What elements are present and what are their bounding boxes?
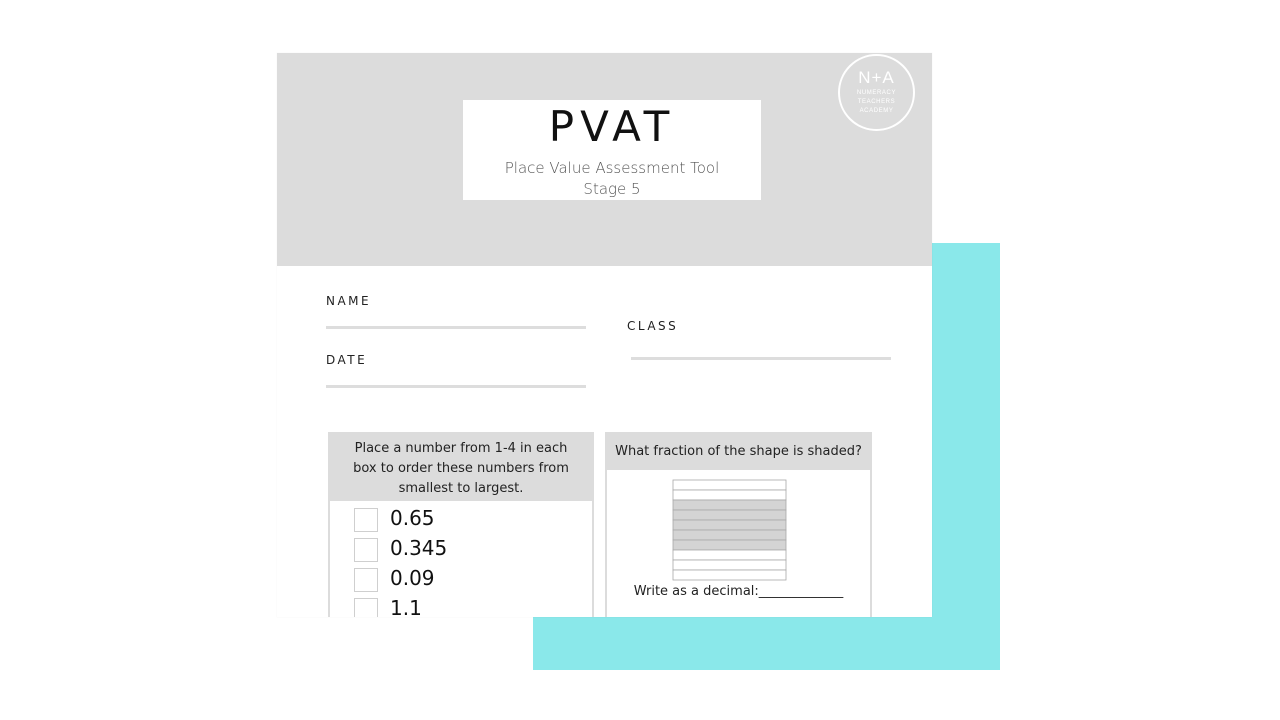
- ordering-number: 1.1: [390, 596, 422, 617]
- name-label: NAME: [326, 294, 372, 308]
- order-answer-box: [354, 568, 378, 592]
- shaded-strip: [673, 500, 786, 510]
- unshaded-strip: [673, 550, 786, 560]
- logo-text-line: TEACHERS: [857, 99, 896, 105]
- worksheet-header: [277, 53, 932, 266]
- shaded-strip: [673, 510, 786, 520]
- worksheet-preview: [277, 53, 932, 617]
- worksheet-subtitle: Place Value Assessment Tool: [504, 159, 720, 177]
- ordering-number: 0.09: [390, 566, 435, 590]
- class-label: CLASS: [627, 319, 679, 333]
- logo-mark: N+A: [858, 68, 895, 87]
- shaded-strip: [673, 530, 786, 540]
- date-label: DATE: [326, 353, 368, 367]
- unshaded-strip: [673, 560, 786, 570]
- ordering-number: 0.345: [390, 536, 448, 560]
- question-ordering-prompt: Place a number from 1-4 in each box to order these numbers from smallest to largest.: [330, 434, 592, 501]
- question-fraction-prompt: What fraction of the shape is shaded?: [607, 434, 870, 470]
- unshaded-strip: [673, 480, 786, 490]
- title-box: [463, 100, 761, 200]
- unshaded-strip: [673, 570, 786, 580]
- date-line: [326, 385, 586, 388]
- numeracy-teachers-academy-logo: [838, 54, 915, 131]
- class-line: [631, 357, 891, 360]
- shaded-strip: [673, 520, 786, 530]
- order-answer-box: [354, 508, 378, 532]
- fraction-strip-diagram: [672, 479, 788, 583]
- question-fraction-card: [605, 432, 872, 617]
- write-as-decimal-prompt: Write as a decimal:_____________: [633, 584, 844, 599]
- logo-text-line: NUMERACY: [856, 90, 897, 96]
- order-answer-box: [354, 598, 378, 617]
- shaded-strip: [673, 540, 786, 550]
- worksheet-stage: Stage 5: [583, 180, 641, 198]
- unshaded-strip: [673, 490, 786, 500]
- logo-text-line: ACADEMY: [859, 108, 894, 114]
- order-answer-box: [354, 538, 378, 562]
- worksheet-title: PVAT: [548, 102, 676, 151]
- ordering-number: 0.65: [390, 506, 435, 530]
- name-line: [326, 326, 586, 329]
- question-ordering-card: [328, 432, 594, 617]
